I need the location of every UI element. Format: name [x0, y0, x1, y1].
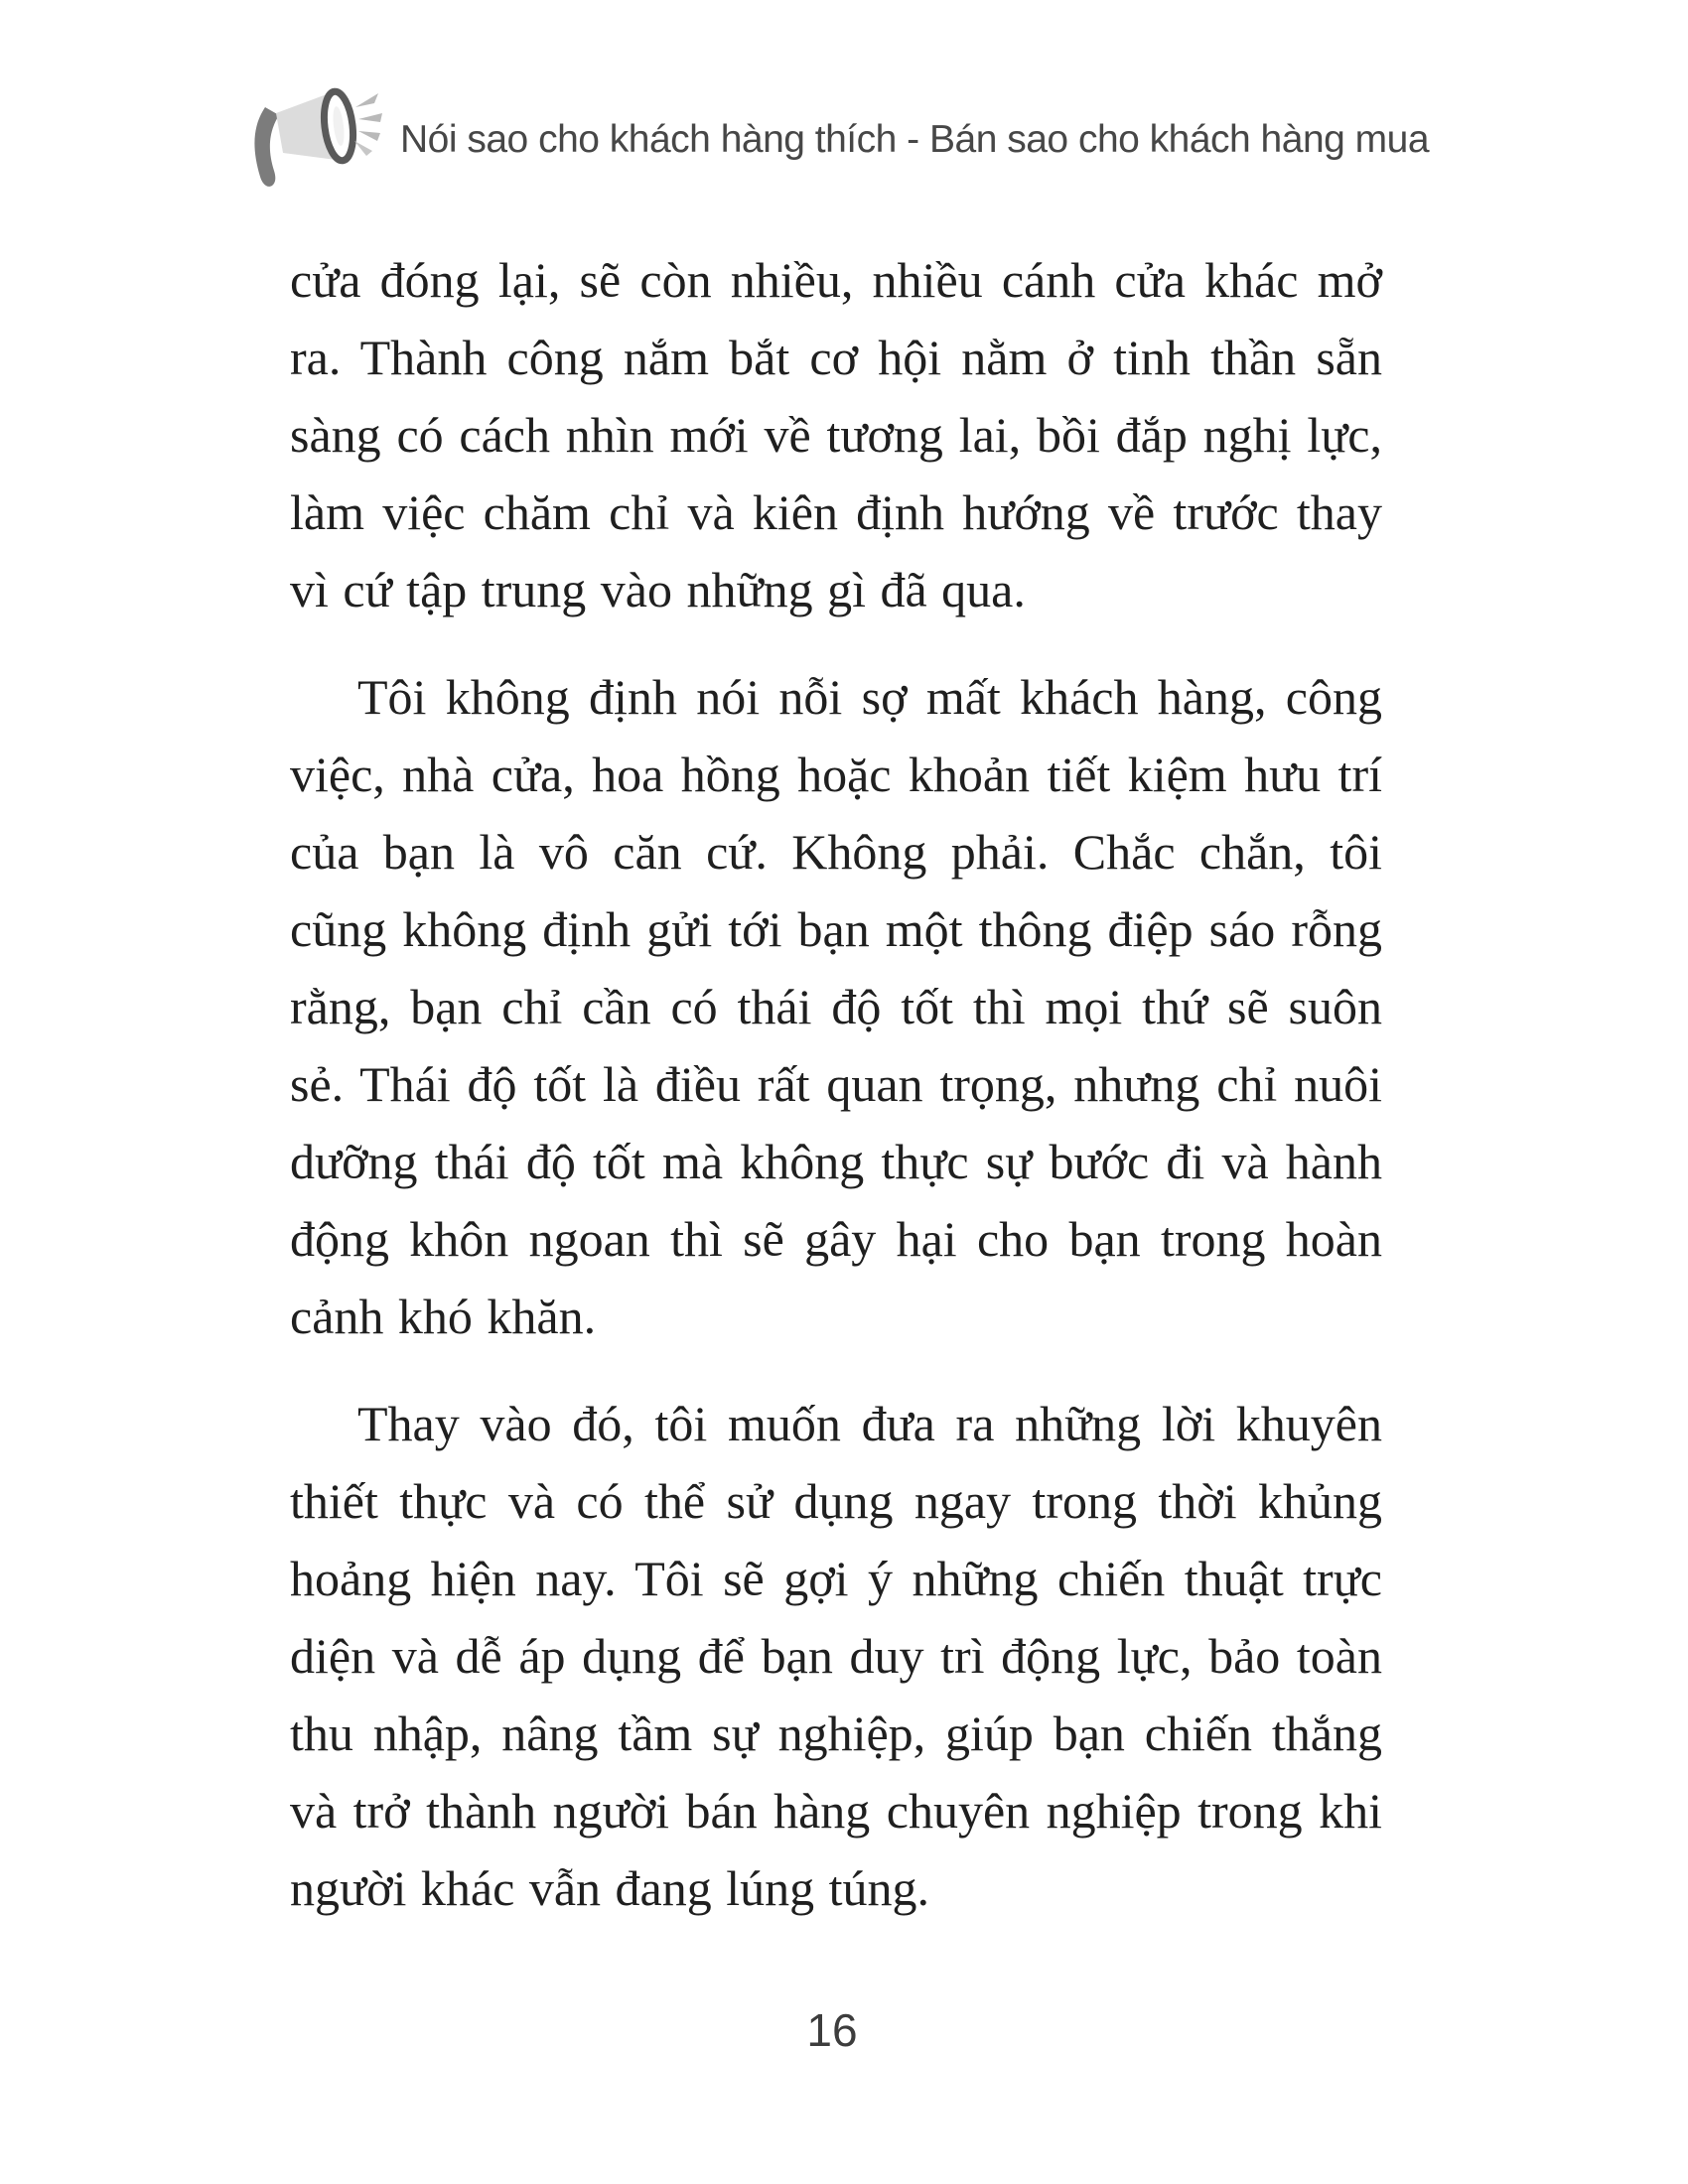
paragraph-1: cửa đóng lại, sẽ còn nhiều, nhiều cánh cửa khác mở ra. Thành công nắm bắt cơ hội nằm ở tinh thần sẵn sàng có cách nhìn mới về tương lai, bồi đắp nghị lực, làm việc chăm chỉ và kiên định hướng về trước thay vì cứ tập trung vào những gì đã qua.: [290, 252, 1382, 617]
body-text-block: [290, 241, 1382, 1927]
paragraph-3: Thay vào đó, tôi muốn đưa ra những lời khuyên thiết thực và có thể sử dụng ngay trong thời khủng hoảng hiện nay. Tôi sẽ gợi ý những chiến thuật trực diện và dễ áp dụng để bạn duy trì động lực, bảo toàn thu nhập, nâng tầm sự nghiệp, giúp bạn chiến thắng và trở thành người bán hàng chuyên nghiệp trong khi người khác vẫn đang lúng túng.: [290, 1396, 1382, 1916]
page-number: 16: [806, 2004, 858, 2056]
running-header-title: Nói sao cho khách hàng thích - Bán sao cho khách hàng mua: [400, 118, 1430, 161]
running-header: [243, 69, 1430, 189]
megaphone-icon: [243, 77, 382, 195]
paragraph-2: Tôi không định nói nỗi sợ mất khách hàng, công việc, nhà cửa, hoa hồng hoặc khoản tiết kiệm hưu trí của bạn là vô căn cứ. Không phải. Chắc chắn, tôi cũng không định gửi tới bạn một thông điệp sáo rỗng rằng, bạn chỉ cần có thái độ tốt thì mọi thứ sẽ suôn sẻ. Thái độ tốt là điều rất quan trọng, nhưng chỉ nuôi dưỡng thái độ tốt mà không thực sự bước đi và hành động khôn ngoan thì sẽ gây hại cho bạn trong hoàn cảnh khó khăn.: [290, 669, 1382, 1344]
